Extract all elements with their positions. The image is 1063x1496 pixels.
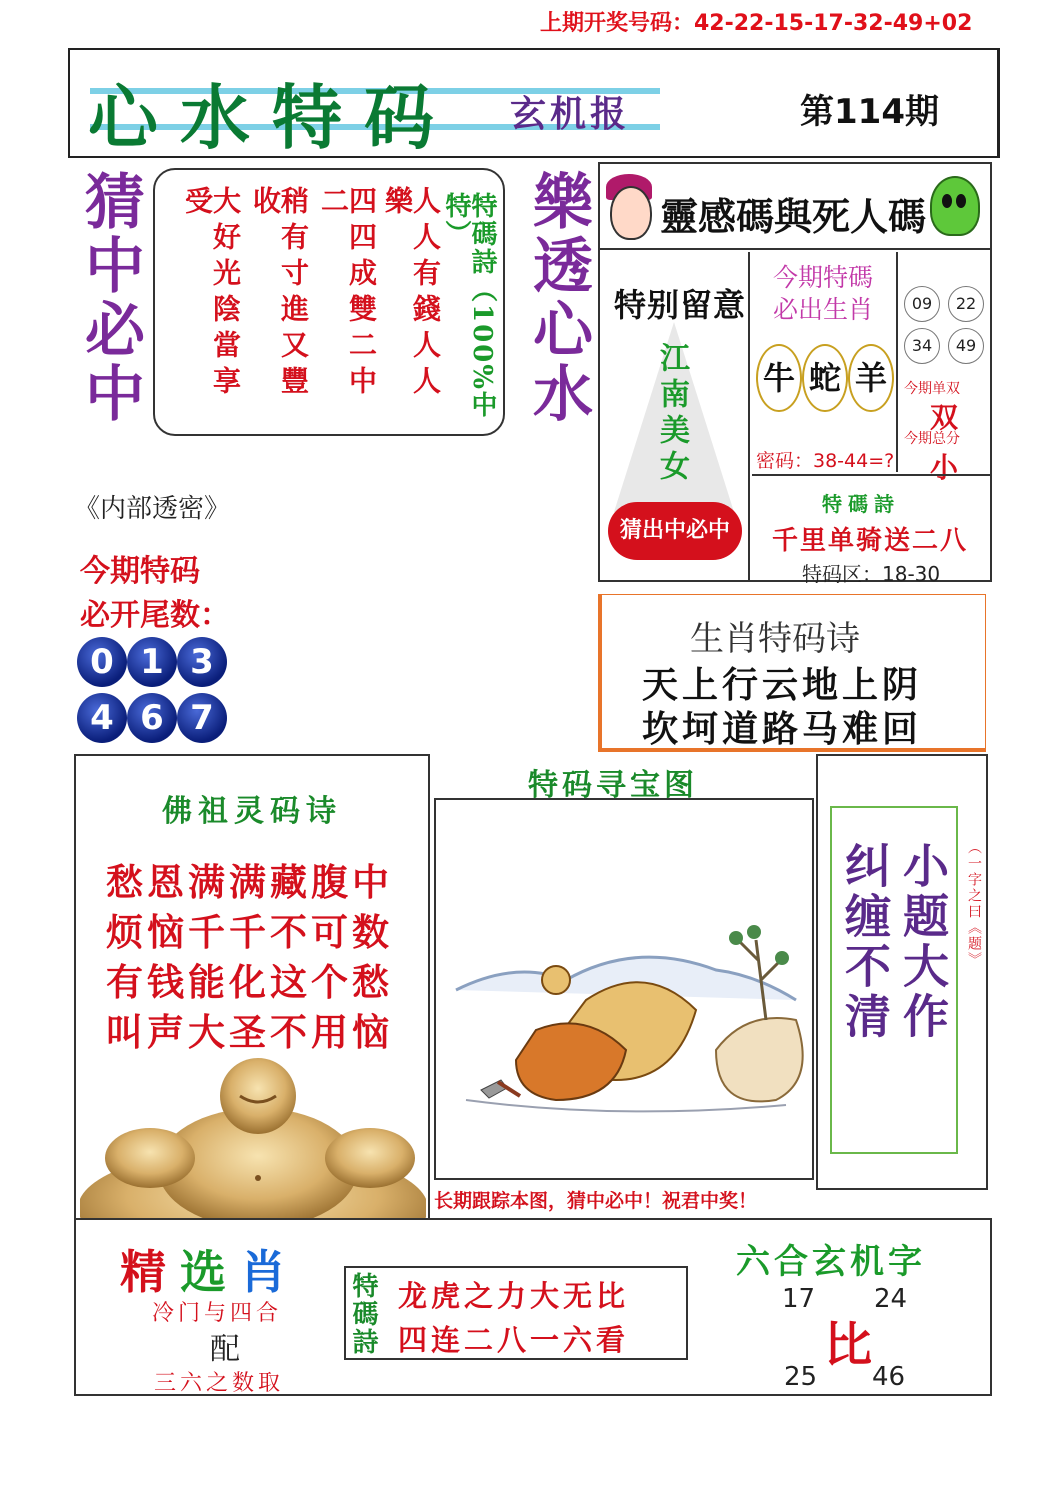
inner-leak-label: 《内部透密》 <box>74 494 231 524</box>
treasure-map-title: 特码寻宝图 <box>528 768 698 803</box>
selected-zodiac-heading <box>120 1236 300 1302</box>
secret-code: 密码：38-44=? <box>756 450 895 472</box>
must-zodiac-label: 今期特碼必出生肖 <box>772 263 873 324</box>
bottom-panel <box>74 1218 992 1396</box>
buddha-statue-image <box>80 1058 426 1218</box>
poem-column: 四四成雙二中二 <box>317 186 378 402</box>
inspiration-block <box>598 162 992 586</box>
tail-title <box>80 550 230 638</box>
mystery-number: 24 <box>874 1284 908 1314</box>
skull-eye <box>956 194 966 208</box>
special-note-panel <box>600 252 750 582</box>
riddle-scroll <box>830 806 958 1154</box>
buddha-poem-line: 叫声大圣不用恼 <box>106 1010 393 1054</box>
tail-digit-ball: 4 <box>77 693 127 743</box>
buddha-poem-title: 佛祖灵码诗 <box>162 794 342 829</box>
mystery-number: 25 <box>784 1362 818 1392</box>
header-subtitle: 玄机报 <box>510 93 631 135</box>
odd-even-label: 今期单双 <box>904 381 960 397</box>
poem-title: 特碼詩（100%中特） <box>441 192 497 419</box>
special-poem-label: 特碼詩 <box>822 492 900 516</box>
zodiac-panel <box>752 252 894 472</box>
odd-even-value: 双 <box>930 401 959 434</box>
buddha-poem-box <box>74 754 430 1220</box>
selected-zodiac-pei: 配 <box>210 1332 240 1367</box>
guess-badge: 猜出中必中 <box>608 502 742 560</box>
riddle-box <box>816 754 988 1190</box>
special-poem-line: 千里单骑送二八 <box>772 526 969 556</box>
tail-digit-ball: 1 <box>127 637 177 687</box>
mystery-word: 比 <box>824 1317 873 1373</box>
zodiac-poem-box <box>598 594 986 752</box>
riddle-column: 纠缠不清 <box>838 842 892 1042</box>
total-value: 小 <box>930 451 959 484</box>
girl-face-icon <box>610 186 652 240</box>
poem-column: 稍有寸進又豐收 <box>249 186 310 402</box>
buddha-poem-line: 烦恼千千不可数 <box>106 910 393 954</box>
riddle-column: 小题大作 <box>896 842 950 1042</box>
zodiac-oval: 蛇 <box>802 344 848 412</box>
number-circle: 09 <box>904 286 940 322</box>
bottom-poem-line: 龙虎之力大无比 <box>398 1279 630 1313</box>
buddha-poem-line: 有钱能化这个愁 <box>106 960 393 1004</box>
tail-digit-ball: 6 <box>127 693 177 743</box>
side-heading-left: 猜中必中 <box>75 170 145 426</box>
triangle-text: 江南美女 <box>654 342 689 486</box>
tail-title-line: 今期特码 <box>80 554 200 589</box>
last-draw-numbers: 上期开奖号码：42-22-15-17-32-49+02 <box>540 11 973 36</box>
special-note: 特别留意 <box>614 286 747 324</box>
skull-eye <box>942 194 952 208</box>
buddha-poem-line: 愁恩满满藏腹中 <box>106 860 393 904</box>
total-label: 今期总分 <box>904 431 960 447</box>
mystery-number: 17 <box>782 1284 816 1314</box>
treasure-map-footer: 长期跟踪本图，猜中必中！祝君中奖！ <box>434 1190 758 1212</box>
poem-column: 大好光陰當享受 <box>181 186 242 402</box>
treasure-map-illustration <box>436 800 812 1178</box>
zodiac-oval: 牛 <box>756 344 802 412</box>
bottom-poem-label: 特碼詩 <box>348 1272 378 1356</box>
zodiac-oval: 羊 <box>848 344 894 412</box>
tail-title-line: 必开尾数： <box>80 598 230 633</box>
mystery-word-title: 六合玄机字 <box>736 1242 926 1282</box>
selected-zodiac-char: 精 <box>120 1245 180 1299</box>
inspiration-title: 靈感碼與死人碼 <box>660 194 927 239</box>
issue-number: 第114期 <box>800 92 939 132</box>
number-circle: 49 <box>948 328 984 364</box>
numbers-panel <box>896 252 990 484</box>
zodiac-poem-title: 生肖特码诗 <box>690 619 860 659</box>
tail-digit-ball: 0 <box>77 637 127 687</box>
number-circle: 22 <box>948 286 984 322</box>
mystery-number: 46 <box>872 1362 906 1392</box>
header-title: 心水特码 <box>88 76 456 159</box>
alien-skull-icon <box>930 176 980 236</box>
tail-digit-ball: 3 <box>177 637 227 687</box>
selected-zodiac-line: 三六之数取 <box>154 1371 285 1396</box>
bottom-poem-line: 四连二八一六看 <box>398 1323 630 1357</box>
header-banner <box>68 48 1000 158</box>
number-circle: 34 <box>904 328 940 364</box>
selected-zodiac-line: 冷门与四合 <box>152 1301 283 1326</box>
inspiration-title-row <box>600 164 990 250</box>
riddle-hint: （一字之曰《题》 <box>966 840 982 968</box>
special-range: 特码区：18-30 <box>802 562 941 586</box>
poem-column: 人人有錢人人樂 <box>381 186 442 402</box>
treasure-map-image-box <box>434 798 814 1180</box>
bottom-poem-box <box>344 1266 688 1360</box>
tail-digit-ball: 7 <box>177 693 227 743</box>
side-heading-mid: 樂透心水 <box>523 170 593 426</box>
selected-zodiac-char: 肖 <box>240 1245 300 1299</box>
special-poem-panel <box>752 474 990 586</box>
selected-zodiac-char: 选 <box>180 1245 240 1299</box>
zodiac-poem-line: 坎坷道路马难回 <box>642 708 923 750</box>
zodiac-poem-line: 天上行云地上阴 <box>642 664 923 706</box>
poem-box <box>153 168 505 436</box>
